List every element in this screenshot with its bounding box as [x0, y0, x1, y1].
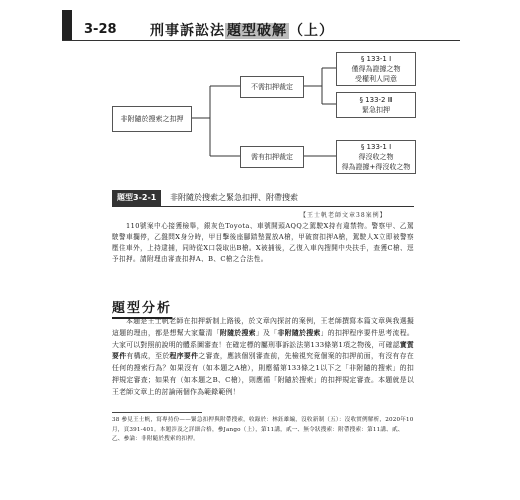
node-confiscable: [336, 140, 416, 174]
page-number: 3-28: [84, 22, 117, 37]
header-tab-mark: [62, 10, 72, 40]
source-tag: 【王士帆老師文章38案例】: [300, 212, 387, 219]
footnote-divider: [112, 412, 202, 413]
node-consent-line2: 僅得為證據之物: [351, 65, 401, 73]
analysis-bold-1: 附隨於搜索: [219, 328, 256, 337]
node-consent-line3: 受權利人同意: [355, 75, 397, 83]
section-heading: [112, 190, 414, 207]
analysis-bold-3: 實質要件: [112, 340, 414, 361]
node-warrant-required-label: 需有扣押裁定: [251, 153, 293, 161]
analysis-part-2: 」及「: [255, 328, 278, 337]
case-text: 110號案中心接獲檢舉，銀灰色Toyota、車號開頭AQQ之駕駛X持有違禁物。警察甲、乙駕駛警車攔停，乙盤問X身分時，甲目擊後座腳踏墊置放A槍，甲破窗扣押A槍，駕駛人X立即被警察壓住車外，上持逮捕，同時從X口袋取出B槍。X被捕後，乙復入車內搜開中央扶手，查獲C槍、逕予扣押。請附理由審查扣押A、B、C槍之合法性。: [112, 222, 414, 263]
analysis-bold-2: 非附隨於搜索: [277, 328, 321, 337]
section-title: 非附隨於搜索之緊急扣押、附帶搜索: [170, 193, 298, 202]
node-confiscable-line3: 得為證據+得沒收之物: [341, 163, 411, 171]
section-number: 題型3-2-1: [112, 190, 161, 206]
analysis-part-5: 之審查，應該個別審查前，先檢視究竟個案的扣押前面，有沒有存在任何的搜索行為？: [112, 352, 414, 373]
footnote-text: 38 參見王士帆，寫專持份——緊急扣押與附帶搜索，收錄於：林鈺雄編，沒收新制（五）：沒收實例解析，2020年10月，頁391-401。本題涉及之詳細合格，參Jango（上），第11講，貳一、無令狀搜索：附帶搜索：第11講、貳、乙、參論：非附隨於搜索的扣押。: [112, 417, 414, 442]
node-emergency: [336, 92, 416, 118]
node-confiscable-line1: § 133-1 Ⅰ: [360, 143, 392, 151]
book-title-prefix: 刑事訴訟法: [150, 23, 225, 39]
root-connector: [190, 86, 240, 156]
book-title: [150, 20, 334, 40]
analysis-text: [112, 316, 414, 399]
page-header: [62, 10, 460, 41]
node-emergency-line2: 緊急扣押: [362, 106, 390, 114]
analysis-part-6: 如果沒有（如本題之A槍），則應循第133條之1以下之「非附隨的搜索」的扣押規定審查；如果有（如本題之B、C槍），則應循「附隨於搜索」的扣押規定審查。本題就是以王老師文章上的討論兩個作為範錄範例！: [112, 364, 414, 396]
seizure-flow-diagram: [112, 52, 432, 184]
node-emergency-line1: § 133-2 Ⅲ: [359, 96, 393, 104]
node-consent: [336, 52, 416, 86]
analysis-part-3: 」的扣押程序要件思考流程。大家可以對照前說明的體系圖審查！在確定標的屬刑事訴訟法第133條第1項之物後，可確認: [112, 328, 414, 349]
analysis-heading-label: 題型分析: [112, 301, 172, 319]
node-warrant-required: [240, 146, 304, 168]
node-no-warrant: [240, 76, 304, 98]
analysis-bold-4: 程序要件: [169, 352, 199, 361]
node-confiscable-line2: 得沒收之物: [358, 153, 394, 161]
node-no-warrant-label: 不需扣押裁定: [251, 83, 293, 91]
analysis-part-4: 有構成，至於: [126, 352, 170, 361]
top-connector: [302, 68, 336, 104]
book-title-suffix: （上）: [289, 23, 334, 39]
node-root-label: 非附隨於搜索之扣押: [120, 115, 184, 123]
analysis-part-1: 本題是王士帆老師在扣押新制上路後，於文章內探討的案例，王老師撰寫本篇文章與我選擬這題的理由，都是想幫大家釐清「: [112, 317, 414, 337]
book-title-mark: 題型破解: [227, 23, 287, 39]
node-root: [112, 106, 192, 132]
analysis-heading: [112, 297, 172, 316]
node-consent-line1: § 133-1 Ⅰ: [360, 55, 392, 63]
